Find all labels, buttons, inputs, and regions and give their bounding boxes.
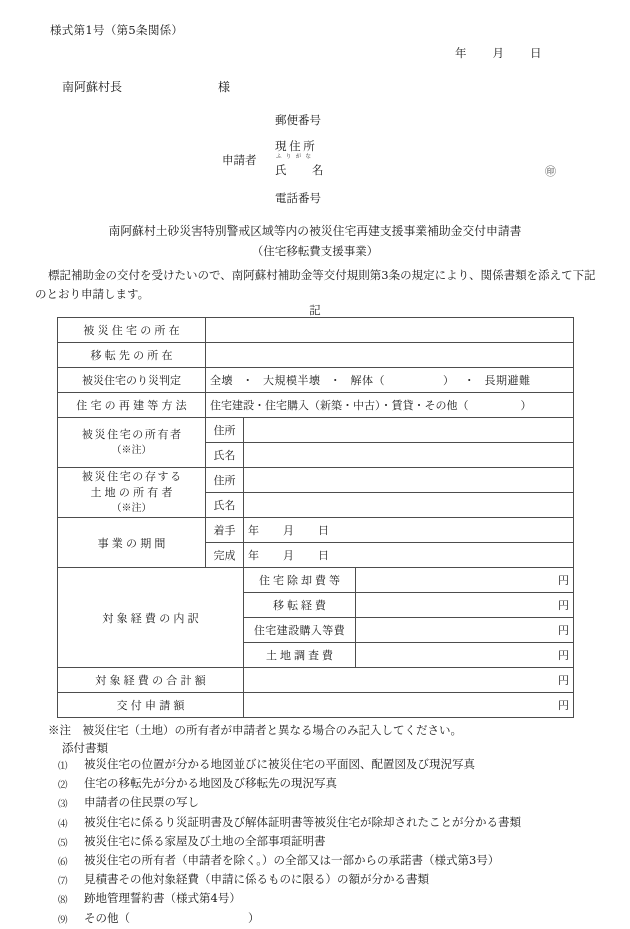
list-item-label: 跡地管理誓約書（様式第4号） xyxy=(84,891,241,906)
label-cost-breakdown: 対象経費の内訳 xyxy=(58,568,244,668)
table-row-period-start xyxy=(58,518,574,543)
table-row-damage-assessment xyxy=(58,368,574,393)
addressee: 南阿蘇村長 xyxy=(62,80,123,94)
label-grant-request: 交付申請額 xyxy=(58,693,244,718)
label-land-owner-line1: 被災住宅の存する xyxy=(81,469,183,483)
list-item-label: 被災住宅に係る家屋及び土地の全部事項証明書 xyxy=(84,833,326,848)
separator-dot: ・ xyxy=(463,374,476,387)
name-label: 氏 名 xyxy=(275,163,331,177)
list-item xyxy=(58,775,618,794)
other-close-paren: ） xyxy=(248,910,260,925)
list-item-number: ⑼ xyxy=(58,914,68,926)
option-long-term-evacuation[interactable]: 長期避難 xyxy=(484,374,531,387)
period-start-month: 月 xyxy=(283,524,294,537)
attachments-title: 添付書類 xyxy=(62,741,108,755)
list-item-number: ⑵ xyxy=(58,780,68,792)
list-item-label: 住宅の移転先が分かる地図及び移転先の現況写真 xyxy=(84,776,337,791)
header-date-line xyxy=(455,45,542,61)
input-land-owner-name[interactable] xyxy=(244,493,574,518)
table-row-cost-total xyxy=(58,668,574,693)
document-subtitle: （住宅移転費支援事業） xyxy=(251,244,379,258)
option-large-scale-half[interactable]: 大規模半壊 xyxy=(263,374,321,387)
period-finish-year: 年 xyxy=(248,549,259,562)
label-owner-line1: 被災住宅の所有者 xyxy=(81,427,183,441)
header-date-year: 年 xyxy=(455,46,467,60)
list-item xyxy=(58,833,618,852)
list-item xyxy=(58,871,618,890)
address-label: 現住所 xyxy=(275,139,318,153)
input-period-start-date[interactable] xyxy=(244,518,574,543)
phone-label: 電話番号 xyxy=(275,191,321,205)
rebuild-method-options[interactable]: 住宅建設・住宅購入（新築・中古）・賃貸・その他（ xyxy=(210,399,469,412)
unit-yen: 円 xyxy=(558,599,569,612)
list-item-label: 被災住宅に係るり災証明書及び解体証明書等被災住宅が除却されたことが分かる書類 xyxy=(84,814,521,829)
list-item-number: ⑸ xyxy=(58,837,68,849)
table-row-relocation-location xyxy=(58,343,574,368)
input-cost-item-3[interactable] xyxy=(356,643,574,668)
list-item-number: ⑶ xyxy=(58,799,68,811)
header-date-month: 月 xyxy=(492,46,504,60)
label-land-owner-note: （※注） xyxy=(111,502,152,514)
input-relocation-location[interactable] xyxy=(206,343,574,368)
label-land-owner xyxy=(58,468,206,518)
table-row-owner-address xyxy=(58,418,574,443)
list-item xyxy=(58,756,618,775)
input-cost-item-1[interactable] xyxy=(356,593,574,618)
header-date-day: 日 xyxy=(530,46,542,60)
input-cost-item-2[interactable] xyxy=(356,618,574,643)
table-row-damaged-location xyxy=(58,318,574,343)
seal-icon: ㊞ xyxy=(545,165,556,178)
input-damaged-location[interactable] xyxy=(206,318,574,343)
input-owner-name[interactable] xyxy=(244,443,574,468)
label-damaged-home-owner xyxy=(58,418,206,468)
unit-yen: 円 xyxy=(558,674,569,687)
label-cost-item-3: 土地調査費 xyxy=(244,643,356,668)
period-finish-day: 日 xyxy=(318,549,329,562)
period-start-year: 年 xyxy=(248,524,259,537)
label-rebuild-method: 住宅の再建等方法 xyxy=(58,393,206,418)
list-item-label: 申請者の住民票の写し xyxy=(84,795,199,810)
option-demolition-close: ） xyxy=(443,374,455,387)
options-damage-assessment[interactable] xyxy=(206,368,574,393)
label-cost-item-0: 住宅除却費等 xyxy=(244,568,356,593)
document-title: 南阿蘇村土砂災害特別警戒区域等内の被災住宅再建支援事業補助金交付申請書 xyxy=(108,224,522,238)
list-item-label: 被災住宅の所有者（申請者を除く。）の全部又は一部からの承諾書（様式第3号） xyxy=(84,853,500,868)
option-total-collapse[interactable]: 全壊 xyxy=(210,374,233,387)
label-cost-item-2: 住宅建設購入等費 xyxy=(244,618,356,643)
label-relocation-location: 移転先の所在 xyxy=(58,343,206,368)
separator-dot: ・ xyxy=(242,374,254,387)
table-row-grant-request xyxy=(58,693,574,718)
list-item-label: 被災住宅の位置が分かる地図並びに被災住宅の平面図、配置図及び現況写真 xyxy=(84,757,475,771)
label-owner-address: 住所 xyxy=(206,418,244,443)
table-row-rebuild-method xyxy=(58,393,574,418)
label-land-owner-line2: 土地の所有者 xyxy=(90,485,176,499)
input-cost-item-0[interactable] xyxy=(356,568,574,593)
application-table xyxy=(57,317,574,718)
label-land-owner-address: 住所 xyxy=(206,468,244,493)
table-row-cost-demolition xyxy=(58,568,574,593)
list-item xyxy=(58,852,618,871)
ki-marker: 記 xyxy=(309,303,321,317)
input-land-owner-address[interactable] xyxy=(244,468,574,493)
label-owner-name: 氏名 xyxy=(206,443,244,468)
label-period-start: 着手 xyxy=(206,518,244,543)
list-item-label xyxy=(84,910,618,929)
label-land-owner-name: 氏名 xyxy=(206,493,244,518)
postal-code-label: 郵便番号 xyxy=(275,113,321,127)
label-period-finish: 完成 xyxy=(206,543,244,568)
list-item-label: 見積書その他対象経費（申請に係るものに限る）の額が分かる書類 xyxy=(84,872,429,887)
options-rebuild-method[interactable] xyxy=(206,393,574,418)
input-period-finish-date[interactable] xyxy=(244,543,574,568)
list-item-number: ⑻ xyxy=(58,895,68,907)
input-grant-request[interactable] xyxy=(244,693,574,718)
unit-yen: 円 xyxy=(558,574,569,587)
form-number: 様式第1号（第5条関係） xyxy=(50,23,184,37)
rebuild-method-close: ） xyxy=(520,399,532,412)
intro-paragraph: 標記補助金の交付を受けたいので、南阿蘇村補助金等交付規則第3条の規定により、関係書類を添えて下記のとおり申請します。 xyxy=(35,268,596,301)
period-finish-month: 月 xyxy=(283,549,294,562)
unit-yen: 円 xyxy=(558,649,569,662)
option-demolition-open[interactable]: 解体（ xyxy=(350,374,385,387)
unit-yen: 円 xyxy=(558,699,569,712)
list-item-other[interactable] xyxy=(58,910,618,929)
label-project-period: 事業の期間 xyxy=(58,518,206,568)
period-start-day: 日 xyxy=(318,524,329,537)
list-item xyxy=(58,814,618,833)
applicant-label: 申請者 xyxy=(222,153,257,167)
label-cost-total: 対象経費の合計額 xyxy=(58,668,244,693)
list-item-number: ⑹ xyxy=(58,857,68,869)
list-item-number: ⑴ xyxy=(58,761,68,772)
list-item-number: ⑷ xyxy=(58,818,68,830)
label-damaged-location: 被災住宅の所在 xyxy=(58,318,206,343)
list-item xyxy=(58,794,618,813)
unit-yen: 円 xyxy=(558,624,569,637)
table-row-land-owner-address xyxy=(58,468,574,493)
list-item xyxy=(58,890,618,909)
other-open-paren: その他（ xyxy=(84,910,130,925)
list-item-number: ⑺ xyxy=(58,876,68,888)
input-cost-total[interactable] xyxy=(244,668,574,693)
separator-dot: ・ xyxy=(329,374,342,387)
label-owner-note: （※注） xyxy=(111,444,152,456)
attachments-list xyxy=(58,756,618,929)
input-owner-address[interactable] xyxy=(244,418,574,443)
furigana-label: ふりがな xyxy=(276,154,316,160)
label-cost-item-1: 移転経費 xyxy=(244,593,356,618)
footnote-owner-note: ※注 被災住宅（土地）の所有者が申請者と異なる場合のみ記入してください。 xyxy=(48,723,462,737)
addressee-honorific: 様 xyxy=(218,80,231,94)
label-damage-assessment: 被災住宅のり災判定 xyxy=(58,368,206,393)
